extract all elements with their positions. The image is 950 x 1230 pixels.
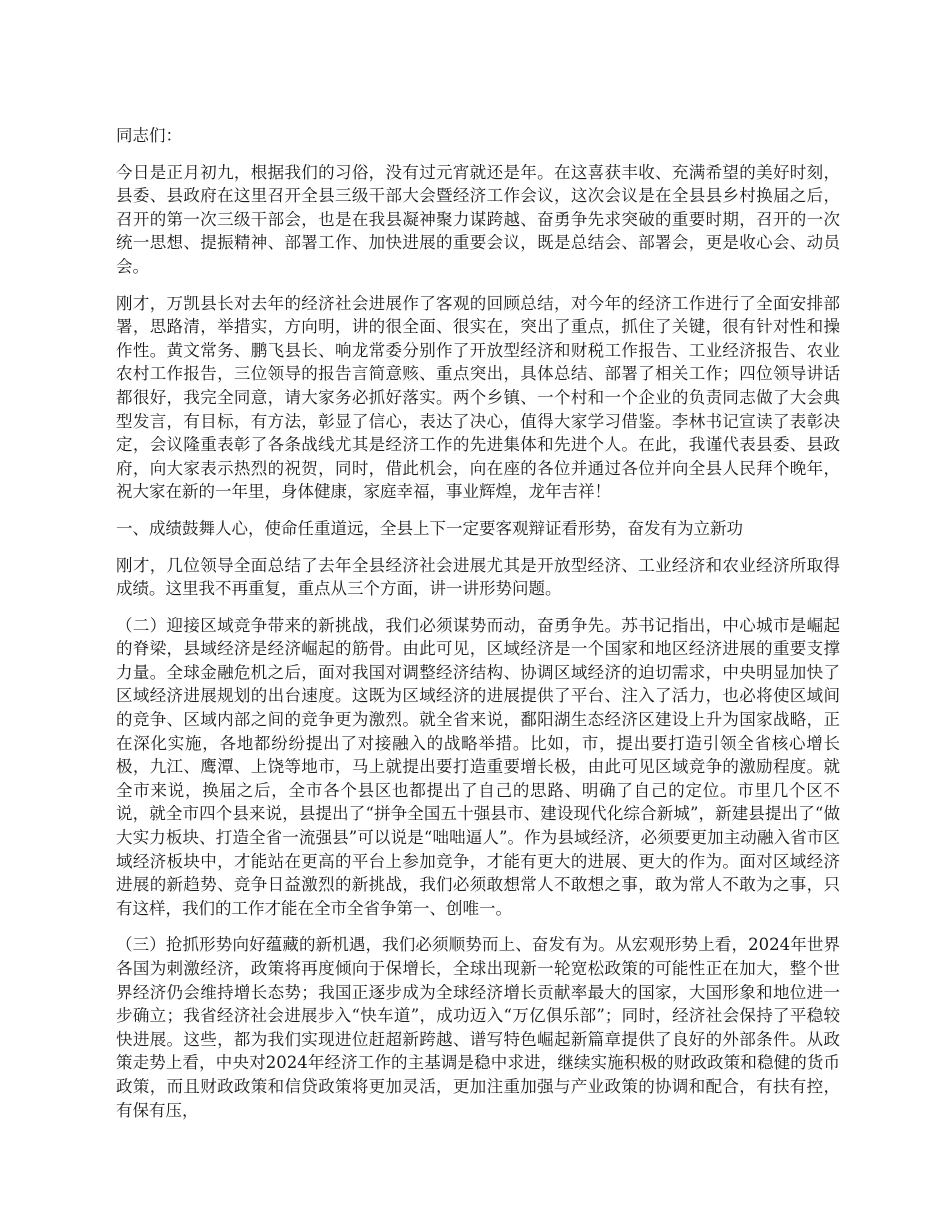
paragraph-opportunities: （三）抢抓形势向好蕴藏的新机遇，我们必须顺势而上、奋发有为。从宏观形势上看，2024年世界各国为刺激经济，政策将再度倾向于保增长，全球出现新一轮宽松政策的可能性正在加大，整个世界经济仍会维持增长态势；我国正逐步成为全球经济增长贡献率最大的国家，大国形象和地位进一步确立；我省经济社会进展步入“快车道”，成功迈入“万亿俱乐部”；同时，经济社会保持了平稳较快进展。这些，都为我们实现进位赶超新跨越、谱写特色崛起新篇章提供了良好的外部条件。从政策走势上看，中央对2024年经济工作的主基调是稳中求进，继续实施积极的财政政策和稳健的货币政策，而且财政政策和信贷政策将更加灵活，更加注重加强与产业政策的协调和配合，有扶有控，有保有压， [116, 935, 840, 1120]
section-heading: 一、成绩鼓舞人心，使命任重道远，全县上下一定要客观辩证看形势，奋发有为立新功 [116, 518, 743, 538]
paragraph-review: 刚才，万凯县长对去年的经济社会进展作了客观的回顾总结，对今年的经济工作进行了全面安排部署，思路清，举措实，方向明，讲的很全面、很实在，突出了重点，抓住了关键，很有针对性和操作性。黄文常务、鹏飞县长、响龙常委分别作了开放型经济和财税工作报告、工业经济报告、农业农村工作报告，三位领导的报告言简意赅、重点突出，具体总结、部署了相关工作；四位领导讲话都很好，我完全同意，请大家务必抓好落实。两个乡镇、一个村和一个企业的负责同志做了大会典型发言，有目标，有方法，彰显了信心，表达了决心，值得大家学习借鉴。李林书记宣读了表彰决定，会议隆重表彰了各条战线尤其是经济工作的先进集体和先进个人。在此，我谨代表县委、县政府，向大家表示热烈的祝贺，同时，借此机会，向在座的各位并通过各位并向全县人民拜个晚年，祝大家在新的一年里，身体健康，家庭幸福，事业辉煌，龙年吉祥！ [116, 293, 840, 502]
document-body [116, 124, 840, 1135]
salutation: 同志们： [116, 126, 182, 145]
paragraph-opening: 今日是正月初九，根据我们的习俗，没有过元宵就还是年。在这喜获丰收、充满希望的美好时刻，县委、县政府在这里召开全县三级干部大会暨经济工作会议，这次会议是在全县县乡村换届之后，召开的第一次三级干部会，也是在我县凝神聚力谋跨越、奋勇争先求突破的重要时期，召开的一次统一思想、提振精神、部署工作、加快进展的重要会议，既是总结会、部署会，更是收心会、动员会。 [116, 162, 840, 276]
paragraph-regional-competition: （二）迎接区域竞争带来的新挑战，我们必须谋势而动，奋勇争先。苏书记指出，中心城市是崛起的脊梁，县域经济是经济崛起的筋骨。由此可见，区域经济是一个国家和地区经济进展的重要支撑力量。全球金融危机之后，面对我国对调整经济结构、协调区域经济的迫切需求，中央明显加快了区域经济进展规划的出台速度。这既为区域经济的进展提供了平台、注入了活力，也必将使区域间的竞争、区域内部之间的竞争更为激烈。就全省来说，鄱阳湖生态经济区建设上升为国家战略，正在深化实施，各地都纷纷提出了对接融入的战略举措。比如，市，提出要打造引领全省核心增长极，九江、鹰潭、上饶等地市，马上就提出要打造重要增长极，由此可见区域竞争的激励程度。就全市来说，换届之后，全市各个县区也都提出了自己的思路、明确了自己的定位。市里几个区不说，就全市四个县来说，县提出了“拼争全国五十强县市、建设现代化综合新城”，新建县提出了“做大实力板块、打造全省一流强县”可以说是“咄咄逼人”。作为县域经济，必须要更加主动融入省市区域经济板块中，才能站在更高的平台上参加竞争，才能有更大的进展、更大的作为。面对区域经济进展的新趋势、竞争日益激烈的新挑战，我们必须敢想常人不敢想之事，敢为常人不敢为之事，只有这样，我们的工作才能在全市全省争第一、创唯一。 [116, 615, 840, 918]
paragraph-intro: 刚才，几位领导全面总结了去年全县经济社会进展尤其是开放型经济、工业经济和农业经济所取得成绩。这里我不再重复，重点从三个方面，讲一讲形势问题。 [116, 555, 840, 599]
